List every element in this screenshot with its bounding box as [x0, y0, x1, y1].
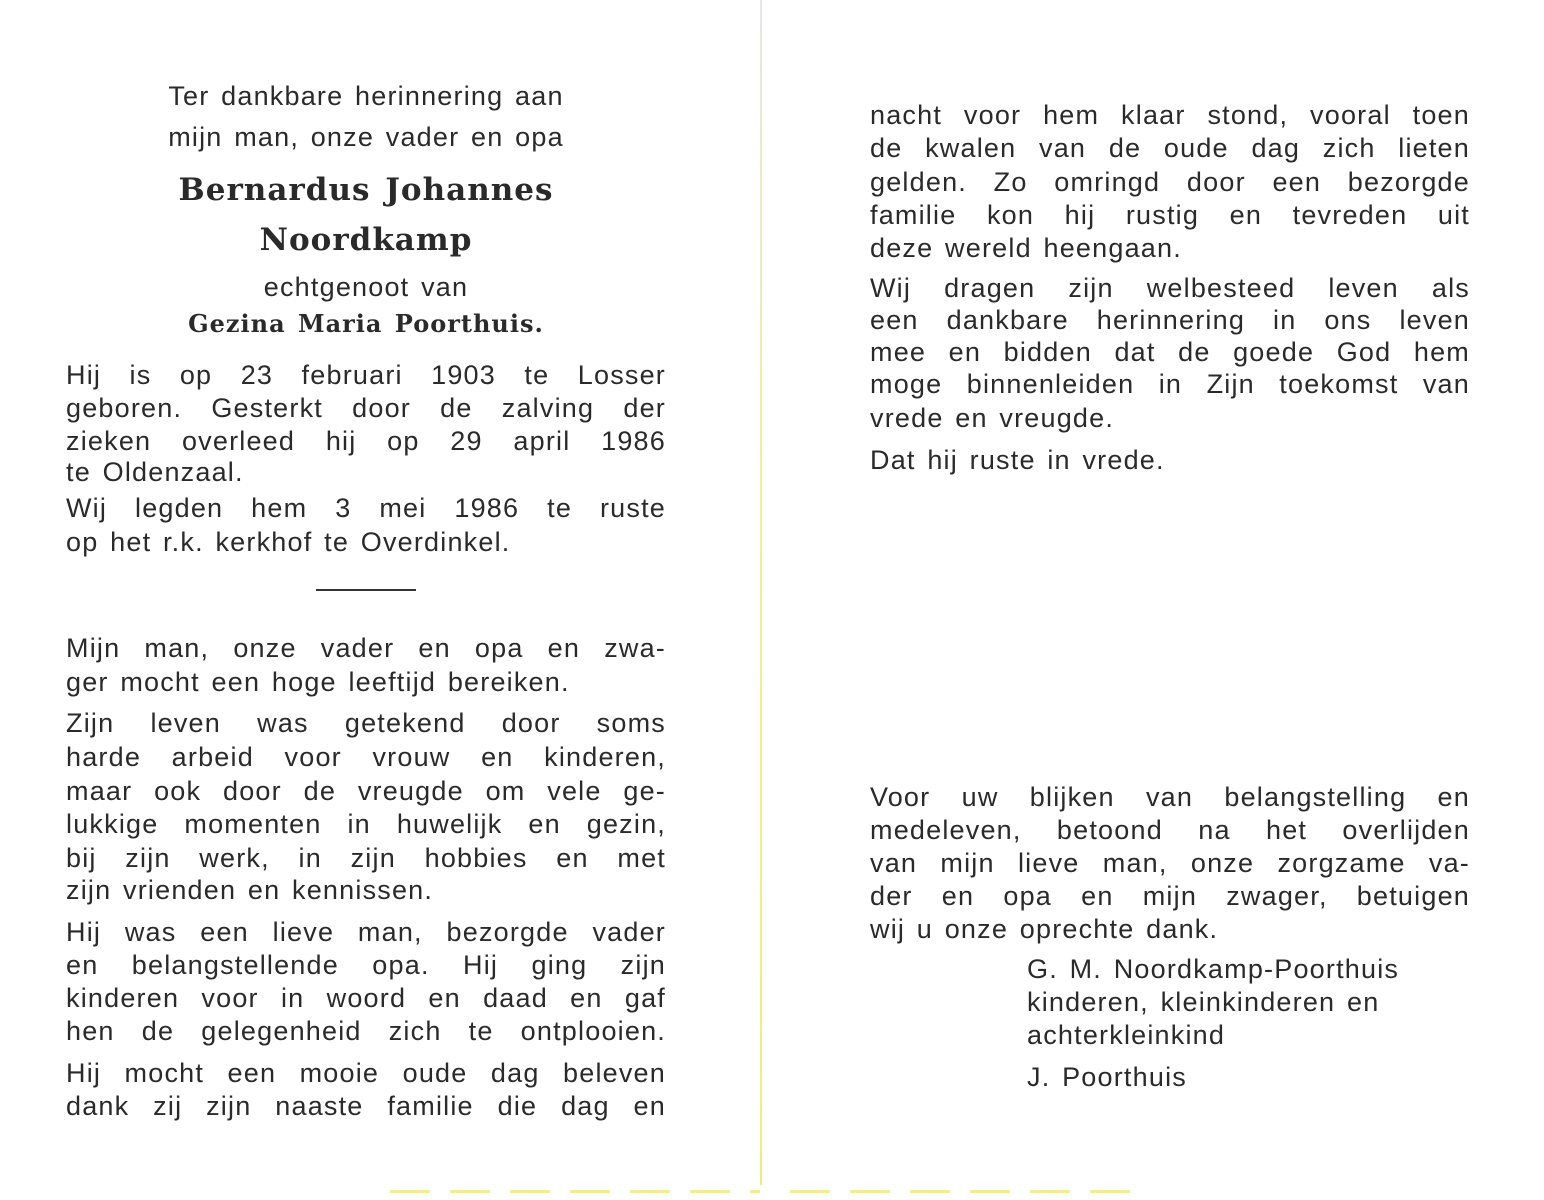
thanks-line: Voor uw blijken van belangstelling en: [870, 782, 1470, 812]
text-line: harde arbeid voor vrouw en kinderen,: [66, 742, 666, 772]
text-line: moge binnenleiden in Zijn toekomst van: [870, 369, 1470, 399]
text-line: en belangstellende opa. Hij ging zijn: [66, 950, 666, 980]
card-fold-line: [760, 0, 762, 1185]
text-line: dank zij zijn naaste familie die dag en: [66, 1091, 666, 1121]
text-line: bij zijn werk, in zijn hobbies en met: [66, 843, 666, 873]
text-line: deze wereld heengaan.: [870, 233, 1182, 263]
bio-line: zieken overleed hij op 29 april 1986: [66, 426, 666, 456]
intro-line: Ter dankbare herinnering aan: [168, 81, 564, 111]
bio-line: geboren. Gesterkt door de zalving der: [66, 393, 666, 423]
text-line: kinderen voor in woord en daad en gaf: [66, 983, 666, 1013]
bio-line: Hij is op 23 februari 1903 te Losser: [66, 360, 666, 390]
thanks-line: der en opa en mijn zwager, betuigen: [870, 881, 1470, 911]
signature-line: G. M. Noordkamp-Poorthuis: [1027, 954, 1400, 984]
text-line: zijn vrienden en kennissen.: [66, 875, 434, 905]
card-bottom-edge-left: [390, 1190, 760, 1193]
text-line: ger mocht een hoge leeftijd bereiken.: [66, 667, 570, 697]
bio-line: te Oldenzaal.: [66, 457, 244, 487]
deceased-surname: Noordkamp: [259, 222, 473, 258]
thanks-line: wij u onze oprechte dank.: [870, 914, 1219, 944]
text-line: gelden. Zo omringd door een bezorgde: [870, 167, 1470, 197]
signature-line: kinderen, kleinkinderen en: [1027, 987, 1380, 1017]
text-line: nacht voor hem klaar stond, vooral toen: [870, 100, 1470, 130]
text-line: Zijn leven was getekend door soms: [66, 708, 666, 738]
text-line: familie kon hij rustig en tevreden uit: [870, 200, 1470, 230]
text-line: hen de gelegenheid zich te ontplooien.: [66, 1016, 666, 1046]
text-line: een dankbare herinnering in ons leven: [870, 305, 1470, 335]
spouse-name: Gezina Maria Poorthuis.: [188, 309, 544, 338]
divider: [316, 589, 416, 591]
text-line: mee en bidden dat de goede God hem: [870, 337, 1470, 367]
text-line: maar ook door de vreugde om vele ge-: [66, 776, 666, 806]
text-line: Hij was een lieve man, bezorgde vader: [66, 917, 666, 947]
card-bottom-edge-right: [790, 1190, 1140, 1193]
text-line: Dat hij ruste in vrede.: [870, 445, 1165, 475]
signature-line: achterkleinkind: [1027, 1020, 1226, 1050]
text-line: lukkige momenten in huwelijk en gezin,: [66, 809, 666, 839]
thanks-line: van mijn lieve man, onze zorgzame va-: [870, 848, 1470, 878]
intro-line: mijn man, onze vader en opa: [168, 122, 564, 152]
deceased-name: Bernardus Johannes: [178, 172, 554, 208]
text-line: Wij dragen zijn welbesteed leven als: [870, 273, 1470, 303]
text-line: vrede en vreugde.: [870, 403, 1115, 433]
bio-line: Wij legden hem 3 mei 1986 te ruste: [66, 493, 666, 523]
bio-line: op het r.k. kerkhof te Overdinkel.: [66, 527, 511, 557]
thanks-line: medeleven, betoond na het overlijden: [870, 815, 1470, 845]
text-line: Hij mocht een mooie oude dag beleven: [66, 1058, 666, 1088]
text-line: Mijn man, onze vader en opa en zwa-: [66, 633, 666, 663]
text-line: de kwalen van de oude dag zich lieten: [870, 133, 1470, 163]
spouse-label: echtgenoot van: [263, 272, 469, 302]
signature-line: J. Poorthuis: [1027, 1062, 1187, 1092]
